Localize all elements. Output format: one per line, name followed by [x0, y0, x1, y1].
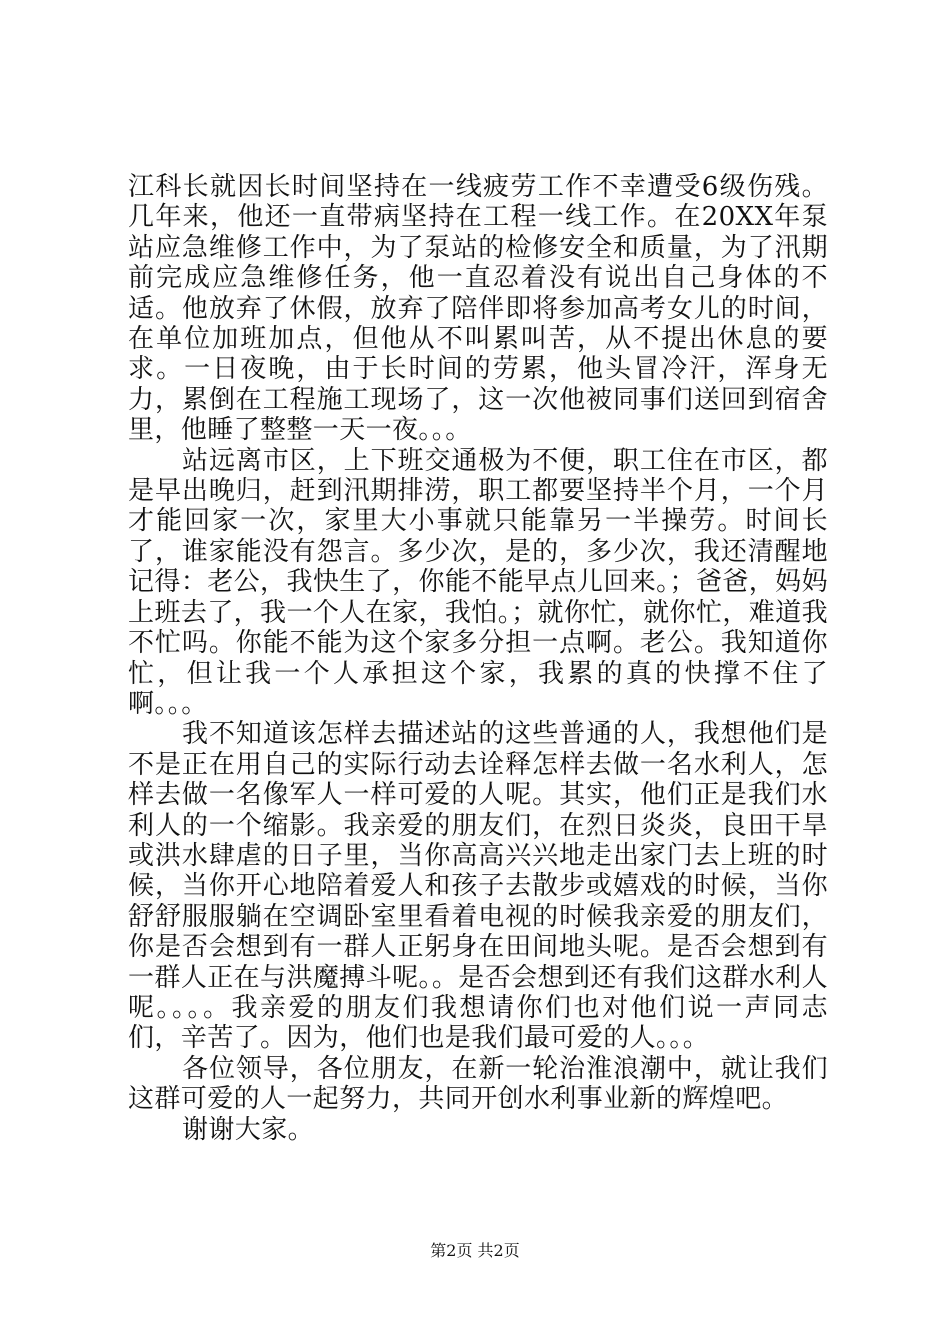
page-number-footer: 第2页 共2页	[430, 1241, 520, 1260]
paragraph: 站远离市区，上下班交通极为不便，职工住在市区，都是早出晚归，赶到汛期排涝，职工都要坚持半个月，一个月才能回家一次，家里大小事就只能靠另一半操劳。时间长了，谁家能没有怨言。多少次，是的，多少次，我还清醒地记得：老公，我快生了，你能不能早点儿回来。；爸爸，妈妈上班去了，我一个人在家，我怕。；就你忙，就你忙，难道我不忙吗。你能不能为这个家多分担一点啊。老公。我知道你忙，但让我一个人承担这个家，我累的真的快撑不住了啊。。。	[128, 445, 828, 719]
paragraph: 江科长就因长时间坚持在一线疲劳工作不幸遭受6级伤残。几年来，他还一直带病坚持在工程一线工作。在20XX年泵站应急维修工作中，为了泵站的检修安全和质量，为了汛期前完成应急维修任务，他一直忍着没有说出自己身体的不适。他放弃了休假，放弃了陪伴即将参加高考女儿的时间，在单位加班加点，但他从不叫累叫苦，从不提出休息的要求。一日夜晚，由于长时间的劳累，他头冒冷汗，浑身无力，累倒在工程施工现场了，这一次他被同事们送回到宿舍里，他睡了整整一天一夜。。。	[128, 172, 828, 446]
paragraph: 我不知道该怎样去描述站的这些普通的人，我想他们是不是正在用自己的实际行动去诠释怎样去做一名水利人，怎样去做一名像军人一样可爱的人呢。其实，他们正是我们水利人的一个缩影。我亲爱的朋友们，在烈日炎炎，良田干旱或洪水肆虐的日子里，当你高高兴兴地走出家门去上班的时候，当你开心地陪着爱人和孩子去散步或嬉戏的时候，当你舒舒服服躺在空调卧室里看着电视的时候我亲爱的朋友们，你是否会想到有一群人正躬身在田间地头呢。是否会想到有一群人正在与洪魔搏斗呢。。是否会想到还有我们这群水利人呢。。。。我亲爱的朋友们我想请你们也对他们说一声同志们，辛苦了。因为，他们也是我们最可爱的人。。。	[128, 719, 828, 1054]
paragraph: 各位领导，各位朋友，在新一轮治淮浪潮中，就让我们这群可爱的人一起努力，共同开创水利事业新的辉煌吧。	[128, 1053, 828, 1115]
paragraph: 谢谢大家。	[182, 1114, 315, 1145]
document-body	[128, 172, 828, 1145]
